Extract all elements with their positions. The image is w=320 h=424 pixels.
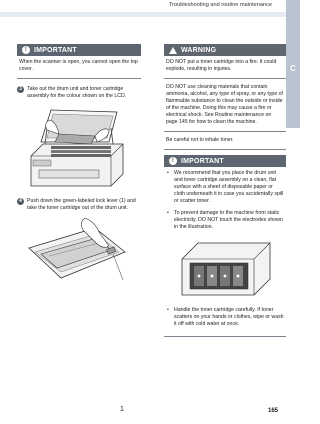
- warning-title: WARNING: [181, 46, 217, 54]
- warning-divider-3: [164, 149, 286, 150]
- lock-lever-drawing: [25, 218, 135, 298]
- electrodes-drawing: [178, 239, 274, 301]
- bullet-item: • Handle the toner cartridge carefully. If toner scatters on your hands or clothes, wipe or wash it off with cold water at once.: [166, 307, 284, 328]
- header-title: Troubleshooting and routine maintenance: [168, 2, 272, 8]
- bullet-item: • To prevent damage to the machine from static electricity, DO NOT touch the electrodes shown in the illustration.: [166, 210, 284, 231]
- printer-open-illustration: [25, 104, 141, 192]
- warning-text-inhale: Be careful not to inhale toner.: [166, 137, 234, 143]
- step-3: [17, 86, 141, 100]
- important-bullets: [164, 167, 286, 239]
- step-4: [17, 198, 141, 212]
- right-column: [164, 44, 286, 337]
- chapter-tab-letter: C: [290, 64, 296, 73]
- important-divider-2: [164, 336, 286, 337]
- exclamation-icon: !: [22, 46, 30, 54]
- lever-callout-label: 1: [120, 406, 124, 413]
- important-title-bar-2: [164, 155, 286, 167]
- bullet-item: • We recommend that you place the drum unit and toner cartridge assembly on a clean, flat surface with a sheet of disposable paper or cloth underneath it in case you accidentally spill or scatter toner.: [166, 170, 284, 205]
- step-3-number: 3: [17, 86, 24, 93]
- important-title: IMPORTANT: [34, 46, 77, 54]
- warning-text-cleaning: DO NOT use cleaning materials that contain ammonia, alcohol, any type of spray, or any type of flammable substance to clean the outside or inside of the machine. Doing this may cause a fire or electrical shock. See Routine maintenance on page 145 for how to clean the machine.: [166, 84, 283, 125]
- important-text: When the scanner is open, you cannot open the top cover.: [19, 59, 138, 72]
- warning-text-fire: DO NOT put a toner cartridge into a fire. It could explode, resulting in injuries.: [166, 59, 277, 72]
- important-title-bar: [17, 44, 141, 56]
- exclamation-icon: !: [169, 157, 177, 165]
- header-band: [0, 12, 286, 17]
- step-4-text: Push down the green-labeled lock lever (1) and take the toner cartridge out of the drum unit.: [27, 198, 136, 211]
- electrodes-illustration: [178, 239, 286, 301]
- left-column: [17, 44, 141, 413]
- warning-icon: [169, 47, 177, 54]
- important-title-2: IMPORTANT: [181, 157, 224, 165]
- page-header: [0, 0, 300, 20]
- page-number: 165: [268, 408, 279, 414]
- step-3-text: Take out the drum unit and toner cartridge assembly for the colour shown on the LCD.: [27, 86, 127, 99]
- important-bullets-continued: [164, 304, 286, 336]
- warning-title-bar: [164, 44, 286, 56]
- important-divider: [17, 78, 141, 79]
- step-4-number: 4: [17, 198, 24, 205]
- lock-lever-illustration: [25, 218, 141, 413]
- chapter-tab: [286, 0, 300, 128]
- printer-open-drawing: [25, 104, 129, 192]
